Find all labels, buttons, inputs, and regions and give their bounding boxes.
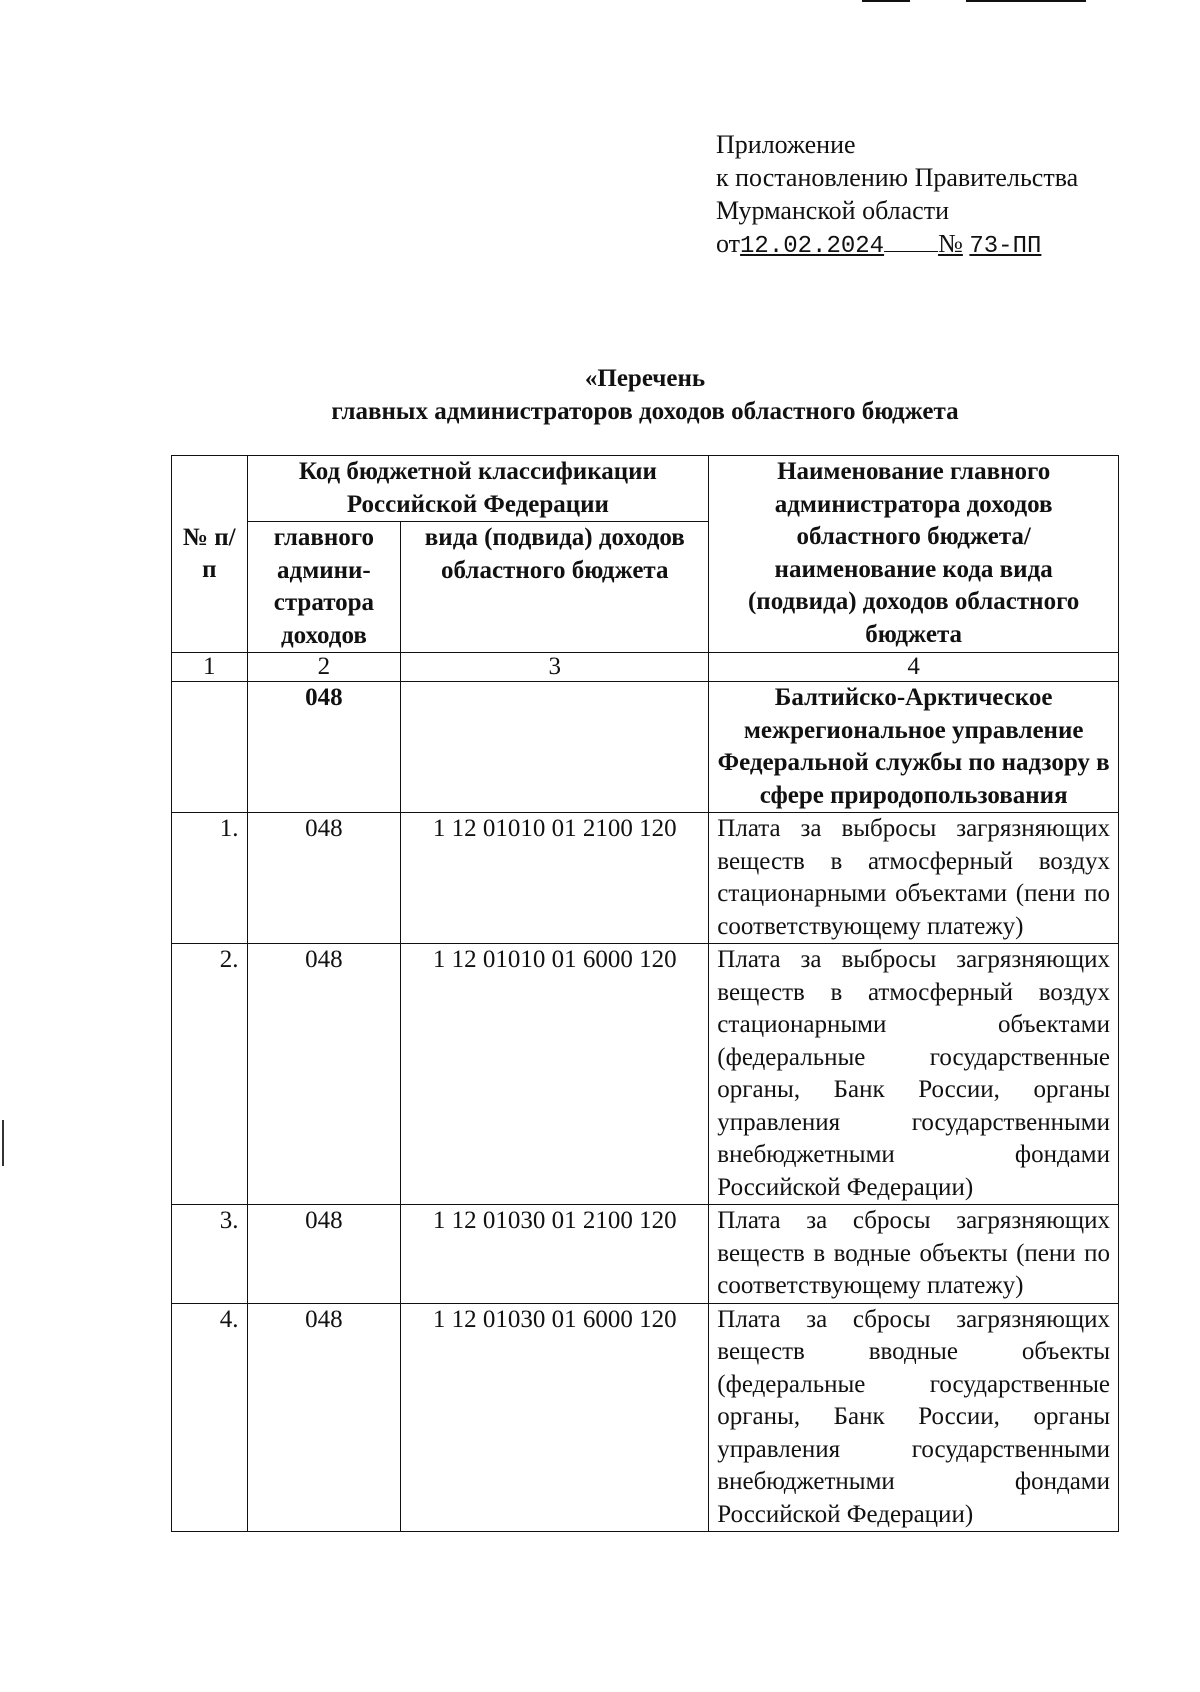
row-income-name: Плата за сбросы загрязняющих веществ вводные объекты (федеральные государственные органы, Банк России, органы управления государственными внебюджетными фондами Российской Федерации) [709,1303,1119,1532]
revenue-administrators-table [171,455,1119,1532]
row-income-name: Плата за выбросы загрязняющих веществ в атмосферный воздух стационарными объектами (пени по соответствующему платежу) [709,813,1119,944]
appendix-line: к постановлению Правительства [716,163,1079,192]
from-label: от [716,229,741,258]
section-row [172,682,1119,813]
row-admin-code: 048 [247,944,401,1205]
section-admin-code: 048 [247,682,401,813]
header-income-kind: вида (подвида) доходов областного бюджета [401,522,709,653]
column-number: 1 [172,653,248,682]
row-admin-code: 048 [247,1205,401,1304]
row-number: 2. [172,944,248,1205]
row-income-code: 1 12 01010 01 2100 120 [401,813,709,944]
header-classification-code: Код бюджетной классификации Российской Федерации [247,456,709,522]
row-number: 4. [172,1303,248,1532]
title-line: главных администраторов доходов областного бюджета [331,398,959,425]
appendix-line: Приложение [716,130,856,159]
scan-mark [2,1120,4,1166]
row-income-name: Плата за сбросы загрязняющих веществ в водные объекты (пени по соответствующему платежу) [709,1205,1119,1304]
row-admin-code: 048 [247,1303,401,1532]
document-title [0,362,1200,428]
scan-mark [966,0,1086,2]
column-number: 2 [247,653,401,682]
section-code [401,682,709,813]
table-row [172,1205,1119,1304]
row-number: 3. [172,1205,248,1304]
title-line: «Перечень [584,365,706,392]
column-number: 4 [709,653,1119,682]
section-admin-name: Балтийско-Арктическое межрегиональное управление Федеральной службы по надзору в сфере природопользования [709,682,1119,813]
scan-mark [862,0,910,2]
underline-blank [884,229,938,252]
column-number: 3 [401,653,709,682]
document-date: 12.02.2024 [740,233,885,260]
table-row [172,944,1119,1205]
column-numbers-row [172,653,1119,682]
row-number: 1. [172,813,248,944]
header-name: Наименование главного администратора доходов областного бюджета/наименование кода вида (подвида) доходов областного бюджета [709,456,1119,653]
header-no: № п/п [172,456,248,653]
number-label: № [938,229,963,258]
row-income-name: Плата за выбросы загрязняющих веществ в атмосферный воздух стационарными объектами (федеральные государственные органы, Банк России, органы управления государственными внебюджетными фондами Российской Федерации) [709,944,1119,1205]
appendix-date-line [716,227,1078,263]
row-income-code: 1 12 01010 01 6000 120 [401,944,709,1205]
table-row [172,813,1119,944]
row-admin-code: 048 [247,813,401,944]
header-admin-code: главного админи-стратора доходов [247,522,401,653]
appendix-block [716,128,1078,263]
appendix-line: Мурманской области [716,196,949,225]
row-income-code: 1 12 01030 01 2100 120 [401,1205,709,1304]
document-number: 73-ПП [969,233,1042,260]
table-header-row [172,456,1119,522]
section-no [172,682,248,813]
row-income-code: 1 12 01030 01 6000 120 [401,1303,709,1532]
table-row [172,1303,1119,1532]
